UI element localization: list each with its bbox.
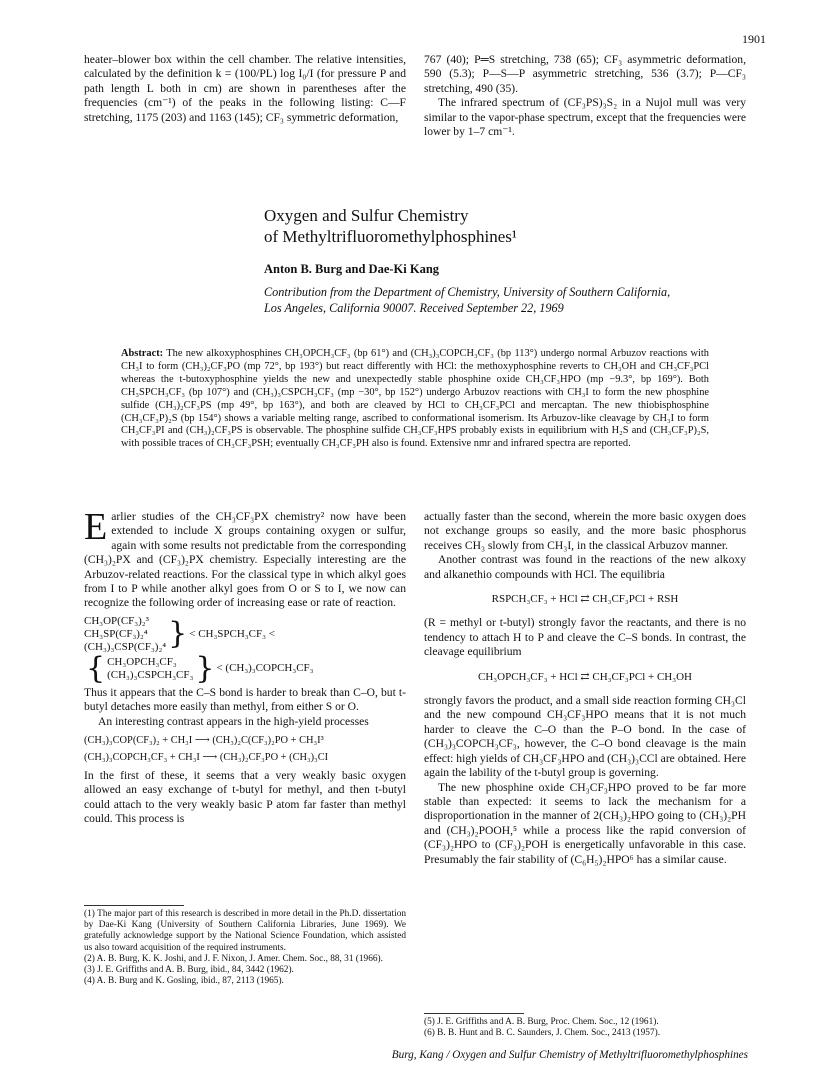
right-paragraph-3: (R = methyl or t-butyl) strongly favor the reactants, and there is no tendency to attach H to P and cleave the C–S bonds. In contrast, the cleavage equilibrium <box>424 616 746 659</box>
page-number: 1901 <box>742 32 766 46</box>
left-paragraph-4: In the first of these, it seems that a very weakly basic oxygen allowed an easy exchange of t-butyl for methyl, and then t-butyl could attach to the very weakly basic P atom far faster than methyl could. This process is <box>84 769 406 826</box>
footnote: (3) J. E. Griffiths and A. B. Burg, ibid., 84, 3442 (1962). <box>84 965 294 976</box>
affiliation-line-2: Los Angeles, California 90007. Received September 22, 1969 <box>264 300 564 315</box>
equation-2: (CH₃)₃COPCH₃CF₃ + CH₃I ⟶ (CH₃)₂CF₃PO + (CH₃)₃CI <box>84 752 329 764</box>
footnote: (5) J. E. Griffiths and A. B. Burg, Proc. Chem. Soc., 12 (1961). <box>424 1017 659 1027</box>
abstract-label: Abstract: <box>121 348 164 359</box>
top-left-paragraph: heater–blower box within the cell chamber. The relative intensities, calculated by the definition k = (100/PL) log I₀/I (for pressure P and path length L both in cm) are shown in parentheses after the frequencies (cm⁻¹) of the peaks in the following listing: C—F stretching, 1175 (203) and 1163 (145); CF₃ symmetric deformation, <box>84 53 406 124</box>
top-right-column <box>424 53 746 139</box>
order-row-1 <box>84 615 406 654</box>
intro-paragraph <box>84 506 406 611</box>
order-row-2 <box>84 650 406 686</box>
article-title <box>264 205 517 247</box>
drop-cap: E <box>84 506 108 548</box>
order-group-a <box>84 615 166 654</box>
brace-icon: } <box>195 650 215 686</box>
affiliation <box>264 285 744 316</box>
order-a2: CH₃SP(CF₃)₂⁴ <box>84 627 148 640</box>
title-line-2: of Methyltrifluoromethylphosphines¹ <box>264 227 517 246</box>
running-footer: Burg, Kang / Oxygen and Sulfur Chemistry of Methyltrifluoromethylphosphines <box>391 1049 748 1061</box>
brace-icon: } <box>168 616 188 652</box>
affiliation-line-1: Contribution from the Department of Chemistry, University of Southern California, <box>264 285 671 299</box>
order-less-than-2: < (CH₃)₃COPCH₃CF₃ <box>216 662 314 675</box>
abstract-text: The new alkoxyphosphines CH₃OPCH₃CF₃ (bp 61°) and (CH₃)₃COPCH₃CF₃ (bp 113°) undergo normal Arbuzov reactions with CH₃I to form (CH₃)₂CF₃PO (mp 72°, bp 193°) but react differently with HCl: the methoxyphosphine reverts to CH₃OH and CH₃CF₃PCl whereas the t-butoxyphosphine yields the new and unexpectedly stable phosphine oxide CH₃CF₃HPO (mp −9.3°, bp 169°). Both CH₃SPCH₃CF₃ (bp 107°) and (CH₃)₃CSPCH₃CF₃ (mp −30°, bp 152°) undergo Arbuzov reactions with CH₃I to form the new phosphine sulfide (CH₃)₂CF₃PS (mp 49°, bp 163°), and both are cleaved by HCl to CH₃CF₃PCl and mercaptan. The new thiobisphosphine (CH₃CF₃P)₂S (bp 154°) shows a variable melting range, ascribed to conformational isomerism. Its Arbuzov-like cleavage by CH₃I to form CH₃CF₃PI and (CH₃)₂CF₃PS is observable. The phosphine sulfide CH₃CF₃HPS probably exists in equilibrium with H₂S and (CH₃CF₃P)₂S, with possible traces of CH₃CF₃PSH; eventually CH₃CF₃PH also is found. Extensive nmr and infrared spectra are reported. <box>121 348 709 450</box>
footnotes-right <box>424 1017 746 1039</box>
right-paragraph-4: strongly favors the product, and a small side reaction forming CH₃Cl and the new compound CH₃CF₃HPO means that it is not much harder to cleave the C–O than the P–O bond. In the case of (CH₃)₃COPCH₃CF₃, however, the C–O bond cleavage is the main effect: high yields of CH₃CF₃HPO and (CH₃)₃CCl are obtained. Here again the lability of the t-butyl group is governing. <box>424 694 746 780</box>
order-b2: (CH₃)₃CSPCH₃CF₃ <box>107 668 194 681</box>
footnote-rule-left <box>84 905 184 906</box>
footnote-rule-right <box>424 1013 524 1014</box>
left-body-column <box>84 506 406 827</box>
arbuzov-equations <box>84 734 406 764</box>
authors: Anton B. Burg and Dae-Ki Kang <box>264 262 440 276</box>
order-a1: CH₃OP(CF₃)₂³ <box>84 614 149 627</box>
reactivity-order <box>84 614 406 686</box>
intro-text: arlier studies of the CH₃CF₃PX chemistry² now have been extended to include X groups containing oxygen or sulfur, again with some results not predictable from the corresponding (CH₃)₂PX and (CF₃)₂PX chemistry. Especially interesting are the Arbuzov-related reactions. For the classical type in which alkyl goes from I to P while another alkyl goes from O or S to I, we now can recognize the following order of increasing ease or rate of reaction. <box>84 510 406 610</box>
order-a3: (CH₃)₃CSP(CF₃)₂⁴ <box>84 640 167 653</box>
brace-icon: { <box>86 650 106 686</box>
footnote: (1) The major part of this research is described in more detail in the Ph.D. dissertation by Dae-Ki Kang (University of Southern California Libraries, June 1969). We gratefully acknowledge support by the National Science Foundation, which assisted us also toward acquisition of the required instruments. <box>84 909 406 953</box>
abstract <box>121 348 709 451</box>
left-paragraph-2: Thus it appears that the C–S bond is harder to break than C–O, but t-butyl detaches more easily than methyl, from either S or O. <box>84 685 406 714</box>
equation-1: (CH₃)₃COP(CF₃)₂ + CH₃I ⟶ (CH₃)₂C(CF₃)₂PO + CH₃I³ <box>84 735 324 747</box>
footnote: (4) A. B. Burg and K. Gosling, ibid., 87, 2113 (1965). <box>84 976 284 987</box>
footnotes-left <box>84 909 406 987</box>
top-left-column <box>84 53 406 125</box>
top-right-paragraph-1: 767 (40); P═S stretching, 738 (65); CF₃ asymmetric deformation, 590 (5.3); P—S—P asymmetric stretching, 536 (3.7); P—CF₃ stretching, 490 (35). <box>424 53 746 95</box>
equilibrium-equation-2: CH₃OPCH₃CF₃ + HCl ⇄ CH₃CF₃PCl + CH₃OH <box>478 670 692 683</box>
right-paragraph-5: The new phosphine oxide CH₃CF₃HPO proved to be far more stable than expected: it seems to lack the mechanism for a disproportionation in the manner of 2(CH₃)₂HPO going to (CH₃)₂PH and (CH₃)₂POOH,⁵ while a process like the rapid conversion of (CF₃)₂HPO to (CF₃)₂POH is energetically unfavorable in this case. Presumably the fair stability of (C₆H₅)₂HPO⁶ has a similar cause. <box>424 780 746 866</box>
order-less-than-1: < CH₃SPCH₃CF₃ < <box>189 627 275 640</box>
right-paragraph-1: actually faster than the second, wherein the more basic oxygen does not exchange groups so easily, and the more basic phosphorus receives CH₃ slowly from CH₃I, in the classical Arbuzov manner. <box>424 510 746 552</box>
footnote: (2) A. B. Burg, K. K. Joshi, and J. F. Nixon, J. Amer. Chem. Soc., 88, 31 (1966). <box>84 953 383 964</box>
order-group-b <box>107 656 193 682</box>
title-line-1: Oxygen and Sulfur Chemistry <box>264 206 469 225</box>
top-right-paragraph-2: The infrared spectrum of (CF₃PS)₃S₂ in a Nujol mull was very similar to the vapor-phase spectrum, except that the frequencies were lower by 1–7 cm⁻¹. <box>424 96 746 139</box>
equilibrium-equation-1: RSPCH₃CF₃ + HCl ⇄ CH₃CF₃PCl + RSH <box>491 593 679 606</box>
right-body-column <box>424 510 746 867</box>
footnote: (6) B. B. Hunt and B. C. Saunders, J. Chem. Soc., 2413 (1957). <box>424 1028 661 1039</box>
right-paragraph-2: Another contrast was found in the reactions of the new alkoxy and alkanethio compounds with HCl. The equilibria <box>424 553 746 581</box>
left-paragraph-3: An interesting contrast appears in the high-yield processes <box>98 714 369 728</box>
order-b1: CH₃OPCH₃CF₃ <box>107 655 177 668</box>
